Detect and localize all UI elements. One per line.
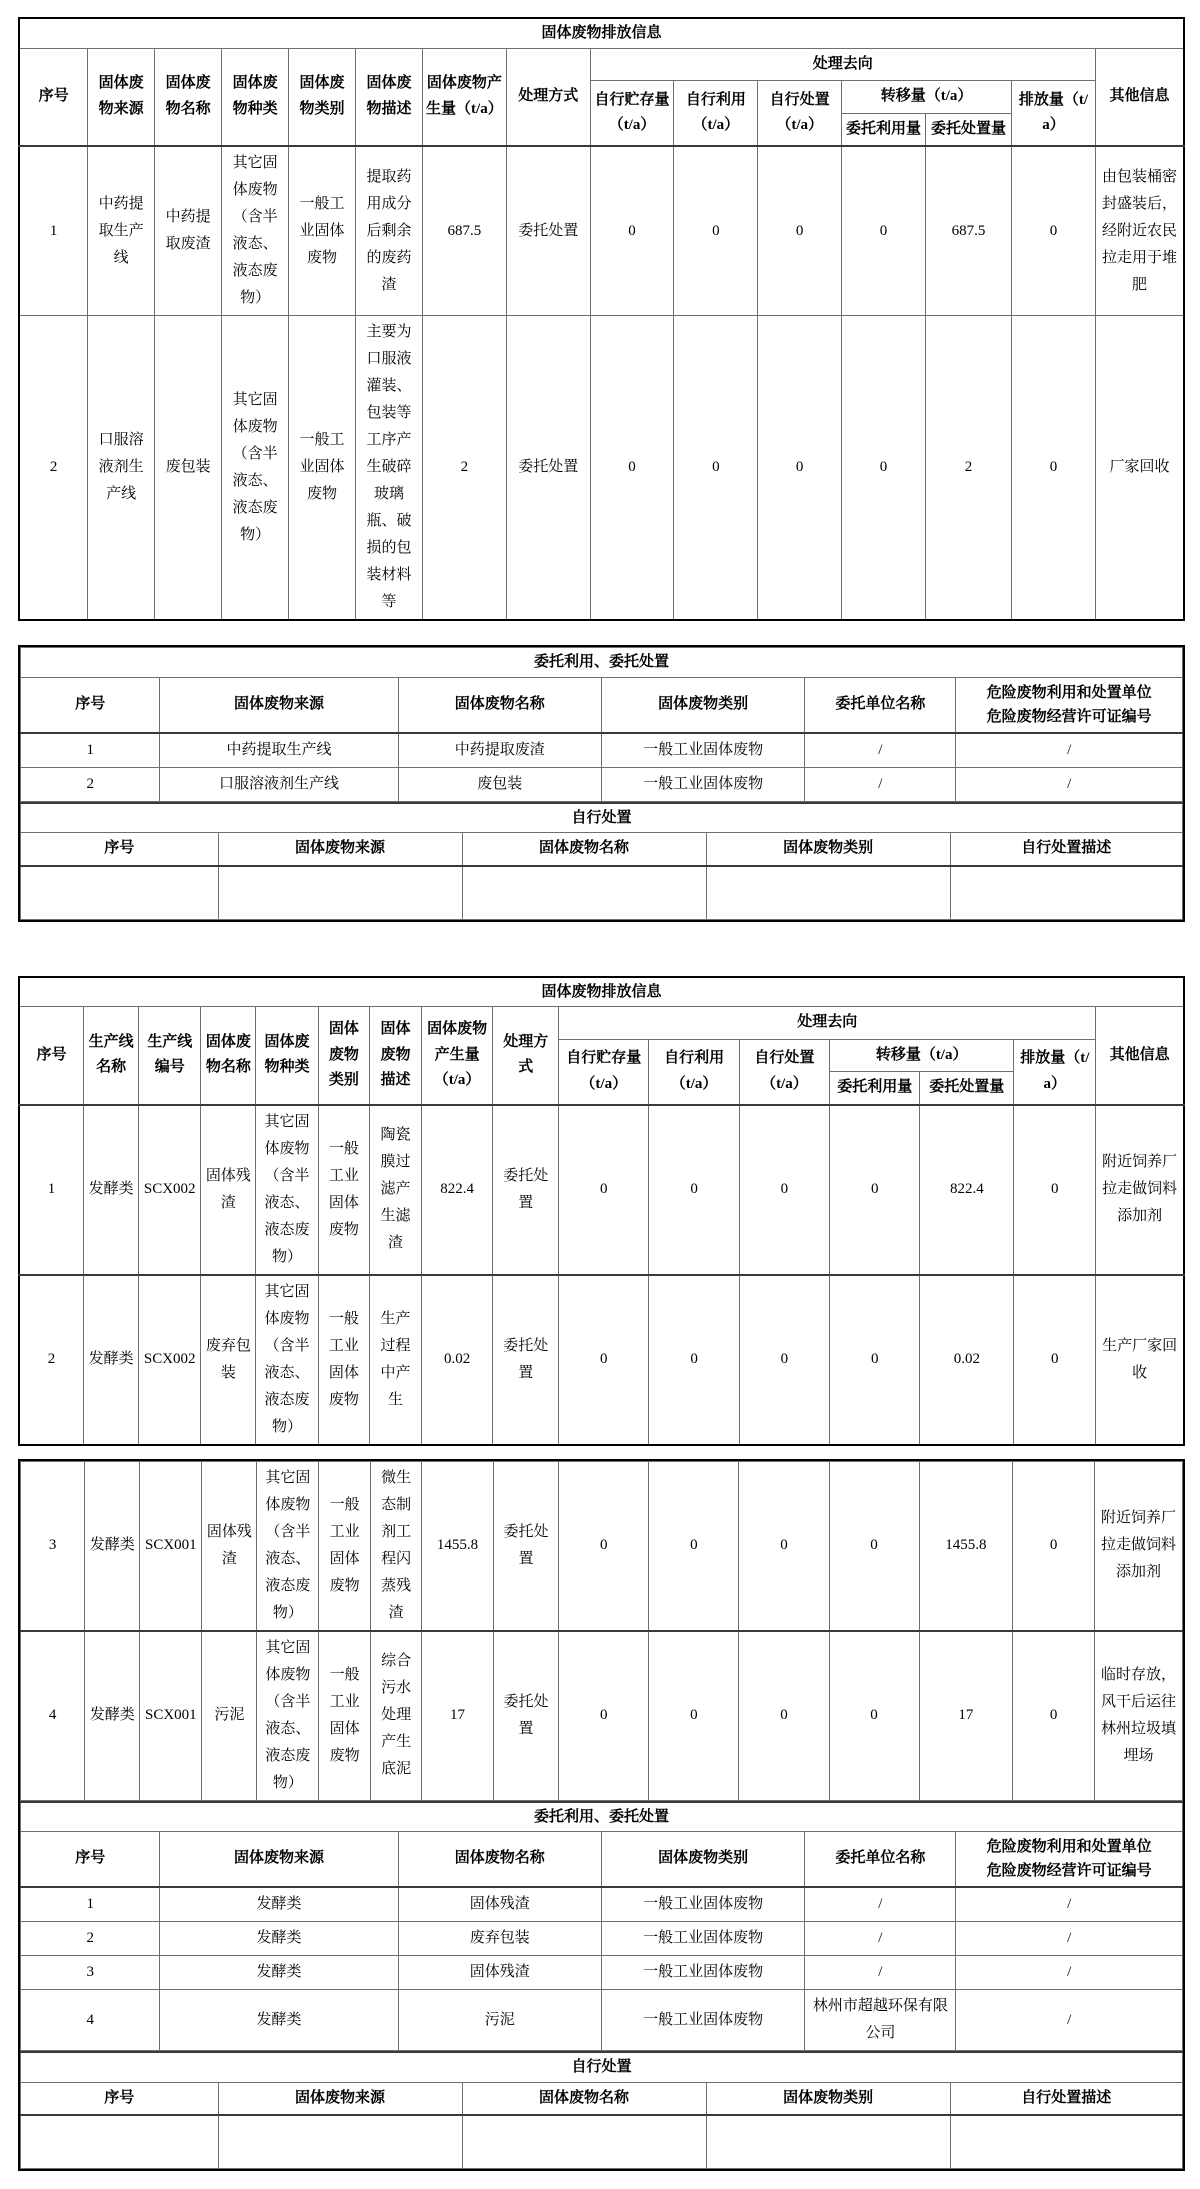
cell-self-storage: 0: [559, 1275, 649, 1445]
cell-name: 废包装: [398, 767, 601, 801]
cell-license: /: [956, 733, 1183, 768]
col-header-hazard-license: [956, 1832, 1183, 1888]
cell-license: /: [956, 1990, 1183, 2051]
cell-no: 4: [21, 1990, 160, 2051]
cell-name: 中药提取废渣: [398, 733, 601, 768]
col-header-unit: 委托单位名称: [805, 677, 956, 733]
cell-other: 临时存放，风干后运往林州垃圾填埋场: [1095, 1631, 1183, 1801]
col-header-desc: 自行处置描述: [950, 2082, 1182, 2115]
table-row: [19, 146, 1184, 316]
cell-unit: /: [805, 767, 956, 801]
cell-emission: 0: [1012, 146, 1096, 316]
col-header-category: 固体废物类别: [706, 833, 950, 866]
emission-table-2b: [20, 1461, 1183, 1801]
col-header-category: 固体废物类别: [601, 677, 804, 733]
cell-category: 一般工业固体废物: [319, 1461, 370, 1631]
cell-name: 中药提取废渣: [155, 146, 222, 316]
col-header-self-use: 自行利用（t/a）: [674, 81, 758, 147]
cell-self-dispose: 0: [739, 1105, 829, 1275]
cell-license: /: [956, 767, 1183, 801]
cell-trust-use: 0: [830, 1105, 920, 1275]
col-header-line-name: 生产线名称: [84, 1007, 139, 1105]
emission-table-2a: [18, 976, 1185, 1446]
col-header-no: 序号: [21, 833, 219, 866]
header-row: [19, 1007, 1184, 1040]
col-header-desc: 自行处置描述: [950, 833, 1182, 866]
cell-emission: 0: [1012, 316, 1096, 621]
col-header-trust-use: 委托利用量: [842, 113, 926, 146]
section-title: 委托利用、委托处置: [21, 648, 1183, 678]
col-header-category: 固体废物类别: [706, 2082, 950, 2115]
cell-no: 1: [21, 1887, 160, 1922]
cell-no: 1: [21, 733, 160, 768]
table-row: [19, 1275, 1184, 1445]
cell-no: 1: [19, 146, 88, 316]
entrust-table-1: [20, 647, 1183, 802]
cell-self-storage: 0: [559, 1105, 649, 1275]
table-row: [21, 1990, 1183, 2051]
col-header-unit: 委托单位名称: [805, 1832, 956, 1888]
col-header-no: 序号: [21, 1832, 160, 1888]
cell-no: 2: [21, 767, 160, 801]
col-header-self-use: 自行利用（t/a）: [649, 1039, 739, 1105]
col-header-direction: 处理去向: [559, 1007, 1096, 1040]
col-header-self-storage: 自行贮存量（t/a）: [559, 1039, 649, 1105]
cell-category: 一般工业固体废物: [601, 1956, 804, 1990]
table-row: [21, 1461, 1183, 1631]
col-header-name: 固体废物名称: [462, 833, 706, 866]
section-title: 自行处置: [21, 2052, 1183, 2082]
empty-row: [21, 2115, 1183, 2169]
col-header-other: 其他信息: [1095, 48, 1184, 146]
cell-amount: 1455.8: [422, 1461, 493, 1631]
empty-cell: [950, 866, 1182, 920]
cell-kind: 其它固体废物（含半液态、液态废物）: [256, 1275, 318, 1445]
col-header-trust-dispose: 委托处置量: [925, 113, 1011, 146]
col-header-name: 固体废物名称: [398, 1832, 601, 1888]
col-header-emission: 排放量（t/a）: [1014, 1039, 1096, 1105]
cell-method: 委托处置: [506, 316, 590, 621]
cell-category: 一般工业固体废物: [318, 1105, 370, 1275]
cell-name: 废弃包装: [398, 1922, 601, 1956]
cell-category: 一般工业固体废物: [289, 316, 356, 621]
empty-cell: [462, 2115, 706, 2169]
col-header-direction: 处理去向: [590, 48, 1095, 81]
col-header-source: 固体废物来源: [218, 2082, 462, 2115]
cell-other: 厂家回收: [1095, 316, 1184, 621]
cell-method: 委托处置: [506, 146, 590, 316]
cell-license: /: [956, 1922, 1183, 1956]
table-row: [21, 1956, 1183, 1990]
col-header-method: 处理方式: [493, 1007, 559, 1105]
cell-source: 发酵类: [160, 1956, 398, 1990]
cell-name: 污泥: [398, 1990, 601, 2051]
col-header-source: 固体废物来源: [160, 677, 398, 733]
table-title: 固体废物排放信息: [19, 977, 1184, 1007]
cell-source: 中药提取生产线: [88, 146, 155, 316]
col-header-hazard-license: [956, 677, 1183, 733]
cell-amount: 17: [422, 1631, 493, 1801]
cell-other: 由包装桶密封盛装后，经附近农民拉走用于堆肥: [1095, 146, 1184, 316]
cell-name: 固体残渣: [398, 1956, 601, 1990]
table-row: [19, 1105, 1184, 1275]
self-dispose-table-1: [20, 802, 1183, 920]
entrust-table-2: [20, 1801, 1183, 2052]
cell-line-code: SCX002: [139, 1105, 201, 1275]
cell-self-use: 0: [649, 1631, 739, 1801]
cell-trust-dispose: 0.02: [920, 1275, 1014, 1445]
table-title: 固体废物排放信息: [19, 18, 1184, 48]
self-dispose-table-2: [20, 2051, 1183, 2169]
cell-trust-use: 0: [829, 1461, 919, 1631]
cell-desc: 主要为口服液灌装、包装等工序产生破碎玻璃瓶、破损的包装材料等: [356, 316, 423, 621]
cell-kind: 其它固体废物（含半液态、液态废物）: [257, 1631, 319, 1801]
cell-kind: 其它固体废物（含半液态、液态废物）: [222, 316, 289, 621]
cell-trust-use: 0: [842, 146, 926, 316]
cell-category: 一般工业固体废物: [318, 1275, 370, 1445]
col-header-self-dispose: 自行处置（t/a）: [739, 1039, 829, 1105]
cell-category: 一般工业固体废物: [601, 1990, 804, 2051]
cell-emission: 0: [1013, 1461, 1095, 1631]
header-row: [21, 677, 1183, 733]
empty-row: [21, 866, 1183, 920]
cell-source: 发酵类: [160, 1990, 398, 2051]
cell-unit: /: [805, 1922, 956, 1956]
cell-line-name: 发酵类: [85, 1631, 140, 1801]
header-row: [21, 1832, 1183, 1888]
cell-method: 委托处置: [493, 1105, 559, 1275]
cell-no: 2: [21, 1922, 160, 1956]
hazard-header-line2: 危险废物经营许可证编号: [986, 1863, 1152, 1879]
cell-name: 废弃包装: [201, 1275, 256, 1445]
col-header-no: 序号: [19, 1007, 84, 1105]
cell-source: 口服溶液剂生产线: [88, 316, 155, 621]
cell-amount: 822.4: [421, 1105, 493, 1275]
cell-emission: 0: [1014, 1275, 1096, 1445]
cell-other: 附近饲养厂拉走做饲料添加剂: [1095, 1461, 1183, 1631]
cell-category: 一般工业固体废物: [289, 146, 356, 316]
cell-trust-dispose: 687.5: [925, 146, 1011, 316]
table-row: [21, 767, 1183, 801]
col-header-method: 处理方式: [506, 48, 590, 146]
col-header-kind: 固体废物种类: [222, 48, 289, 146]
empty-cell: [218, 2115, 462, 2169]
cell-desc: 微生态制剂工程闪蒸残渣: [370, 1461, 421, 1631]
cell-self-use: 0: [649, 1105, 739, 1275]
col-header-amount: 固体废物产生量（t/a）: [421, 1007, 493, 1105]
cell-self-use: 0: [649, 1275, 739, 1445]
empty-cell: [21, 2115, 219, 2169]
col-header-category: 固体废物类别: [289, 48, 356, 146]
emission-table-1: [18, 17, 1185, 621]
cell-method: 委托处置: [493, 1631, 559, 1801]
cell-amount: 0.02: [421, 1275, 493, 1445]
cell-self-use: 0: [674, 146, 758, 316]
cell-trust-use: 0: [842, 316, 926, 621]
col-header-amount: 固体废物产生量（t/a）: [422, 48, 506, 146]
cell-self-storage: 0: [559, 1461, 649, 1631]
cell-self-use: 0: [674, 316, 758, 621]
cell-no: 3: [21, 1956, 160, 1990]
section-title-row: [21, 648, 1183, 678]
col-header-no: 序号: [21, 677, 160, 733]
header-row: [21, 833, 1183, 866]
cell-category: 一般工业固体废物: [319, 1631, 370, 1801]
cell-no: 3: [21, 1461, 85, 1631]
header-row: [21, 2082, 1183, 2115]
cell-no: 2: [19, 1275, 84, 1445]
table-title-row: [19, 18, 1184, 48]
col-header-no: 序号: [19, 48, 88, 146]
hazard-header-line2: 危险废物经营许可证编号: [986, 708, 1152, 725]
col-header-trust-use: 委托利用量: [830, 1072, 920, 1105]
table-row: [21, 1631, 1183, 1801]
col-header-name: 固体废物名称: [398, 677, 601, 733]
table-row: [21, 733, 1183, 768]
col-header-name: 固体废物名称: [155, 48, 222, 146]
cell-self-dispose: 0: [739, 1631, 829, 1801]
cell-self-dispose: 0: [739, 1275, 829, 1445]
section-title-row: [21, 1802, 1183, 1832]
empty-cell: [706, 2115, 950, 2169]
cell-line-code: SCX001: [140, 1461, 202, 1631]
col-header-desc: 固体废物描述: [370, 1007, 422, 1105]
cell-line-name: 发酵类: [84, 1105, 139, 1275]
col-header-self-dispose: 自行处置（t/a）: [758, 81, 842, 147]
empty-cell: [706, 866, 950, 920]
cell-desc: 陶瓷膜过滤产生滤渣: [370, 1105, 422, 1275]
cell-source: 发酵类: [160, 1887, 398, 1922]
cell-name: 固体残渣: [202, 1461, 257, 1631]
cell-amount: 687.5: [422, 146, 506, 316]
col-header-category: 固体废物类别: [318, 1007, 370, 1105]
cell-unit: /: [805, 733, 956, 768]
cell-trust-dispose: 2: [925, 316, 1011, 621]
cell-source: 中药提取生产线: [160, 733, 398, 768]
cell-trust-dispose: 822.4: [920, 1105, 1014, 1275]
empty-cell: [21, 866, 219, 920]
cell-desc: 生产过程中产生: [370, 1275, 422, 1445]
col-header-name: 固体废物名称: [201, 1007, 256, 1105]
emission-entrust-box-2: [18, 1459, 1185, 2172]
cell-trust-use: 0: [830, 1275, 920, 1445]
cell-self-storage: 0: [590, 146, 674, 316]
col-header-no: 序号: [21, 2082, 219, 2115]
cell-category: 一般工业固体废物: [601, 733, 804, 768]
cell-name: 废包装: [155, 316, 222, 621]
cell-name: 固体残渣: [201, 1105, 256, 1275]
empty-cell: [218, 866, 462, 920]
cell-license: /: [956, 1956, 1183, 1990]
cell-no: 1: [19, 1105, 84, 1275]
section-title-row: [21, 803, 1183, 833]
empty-cell: [462, 866, 706, 920]
table-row: [21, 1922, 1183, 1956]
cell-emission: 0: [1014, 1105, 1096, 1275]
hazard-header-line1: 危险废物利用和处置单位: [986, 1839, 1152, 1855]
col-header-desc: 固体废物描述: [356, 48, 423, 146]
header-row: [19, 48, 1184, 81]
cell-emission: 0: [1013, 1631, 1095, 1801]
cell-kind: 其它固体废物（含半液态、液态废物）: [256, 1105, 318, 1275]
cell-line-code: SCX002: [139, 1275, 201, 1445]
cell-kind: 其它固体废物（含半液态、液态废物）: [222, 146, 289, 316]
cell-line-name: 发酵类: [84, 1275, 139, 1445]
cell-name: 固体残渣: [398, 1887, 601, 1922]
section-title: 自行处置: [21, 803, 1183, 833]
table-row: [21, 1887, 1183, 1922]
cell-desc: 提取药用成分后剩余的废药渣: [356, 146, 423, 316]
cell-amount: 2: [422, 316, 506, 621]
cell-source: 口服溶液剂生产线: [160, 767, 398, 801]
col-header-self-storage: 自行贮存量（t/a）: [590, 81, 674, 147]
cell-license: /: [956, 1887, 1183, 1922]
col-header-source: 固体废物来源: [218, 833, 462, 866]
col-header-name: 固体废物名称: [462, 2082, 706, 2115]
col-header-source: 固体废物来源: [88, 48, 155, 146]
cell-line-code: SCX001: [140, 1631, 202, 1801]
col-header-trust-dispose: 委托处置量: [920, 1072, 1014, 1105]
col-header-source: 固体废物来源: [160, 1832, 398, 1888]
section-title: 委托利用、委托处置: [21, 1802, 1183, 1832]
cell-category: 一般工业固体废物: [601, 1887, 804, 1922]
cell-method: 委托处置: [493, 1461, 559, 1631]
cell-unit: /: [805, 1956, 956, 1990]
cell-self-storage: 0: [559, 1631, 649, 1801]
cell-self-dispose: 0: [758, 146, 842, 316]
cell-source: 发酵类: [160, 1922, 398, 1956]
cell-self-dispose: 0: [739, 1461, 829, 1631]
table-title-row: [19, 977, 1184, 1007]
cell-other: 生产厂家回收: [1096, 1275, 1184, 1445]
cell-no: 4: [21, 1631, 85, 1801]
cell-trust-dispose: 1455.8: [919, 1461, 1013, 1631]
cell-unit: 林州市超越环保有限公司: [805, 1990, 956, 2051]
cell-unit: /: [805, 1887, 956, 1922]
cell-line-name: 发酵类: [85, 1461, 140, 1631]
col-header-transfer: 转移量（t/a）: [830, 1039, 1014, 1072]
cell-trust-use: 0: [829, 1631, 919, 1801]
cell-self-dispose: 0: [758, 316, 842, 621]
cell-kind: 其它固体废物（含半液态、液态废物）: [257, 1461, 319, 1631]
col-header-other: 其他信息: [1096, 1007, 1184, 1105]
cell-no: 2: [19, 316, 88, 621]
cell-self-storage: 0: [590, 316, 674, 621]
col-header-transfer: 转移量（t/a）: [842, 81, 1012, 114]
section-title-row: [21, 2052, 1183, 2082]
cell-method: 委托处置: [493, 1275, 559, 1445]
cell-desc: 综合污水处理产生底泥: [370, 1631, 421, 1801]
col-header-kind: 固体废物种类: [256, 1007, 318, 1105]
cell-category: 一般工业固体废物: [601, 767, 804, 801]
cell-other: 附近饲养厂拉走做饲料添加剂: [1096, 1105, 1184, 1275]
empty-cell: [950, 2115, 1182, 2169]
cell-trust-dispose: 17: [919, 1631, 1013, 1801]
cell-name: 污泥: [202, 1631, 257, 1801]
hazard-header-line1: 危险废物利用和处置单位: [986, 684, 1152, 701]
cell-category: 一般工业固体废物: [601, 1922, 804, 1956]
entrust-self-box-1: [18, 645, 1185, 922]
col-header-line-code: 生产线编号: [139, 1007, 201, 1105]
col-header-emission: 排放量（t/a）: [1012, 81, 1096, 147]
table-row: [19, 316, 1184, 621]
col-header-category: 固体废物类别: [601, 1832, 804, 1888]
cell-self-use: 0: [649, 1461, 739, 1631]
